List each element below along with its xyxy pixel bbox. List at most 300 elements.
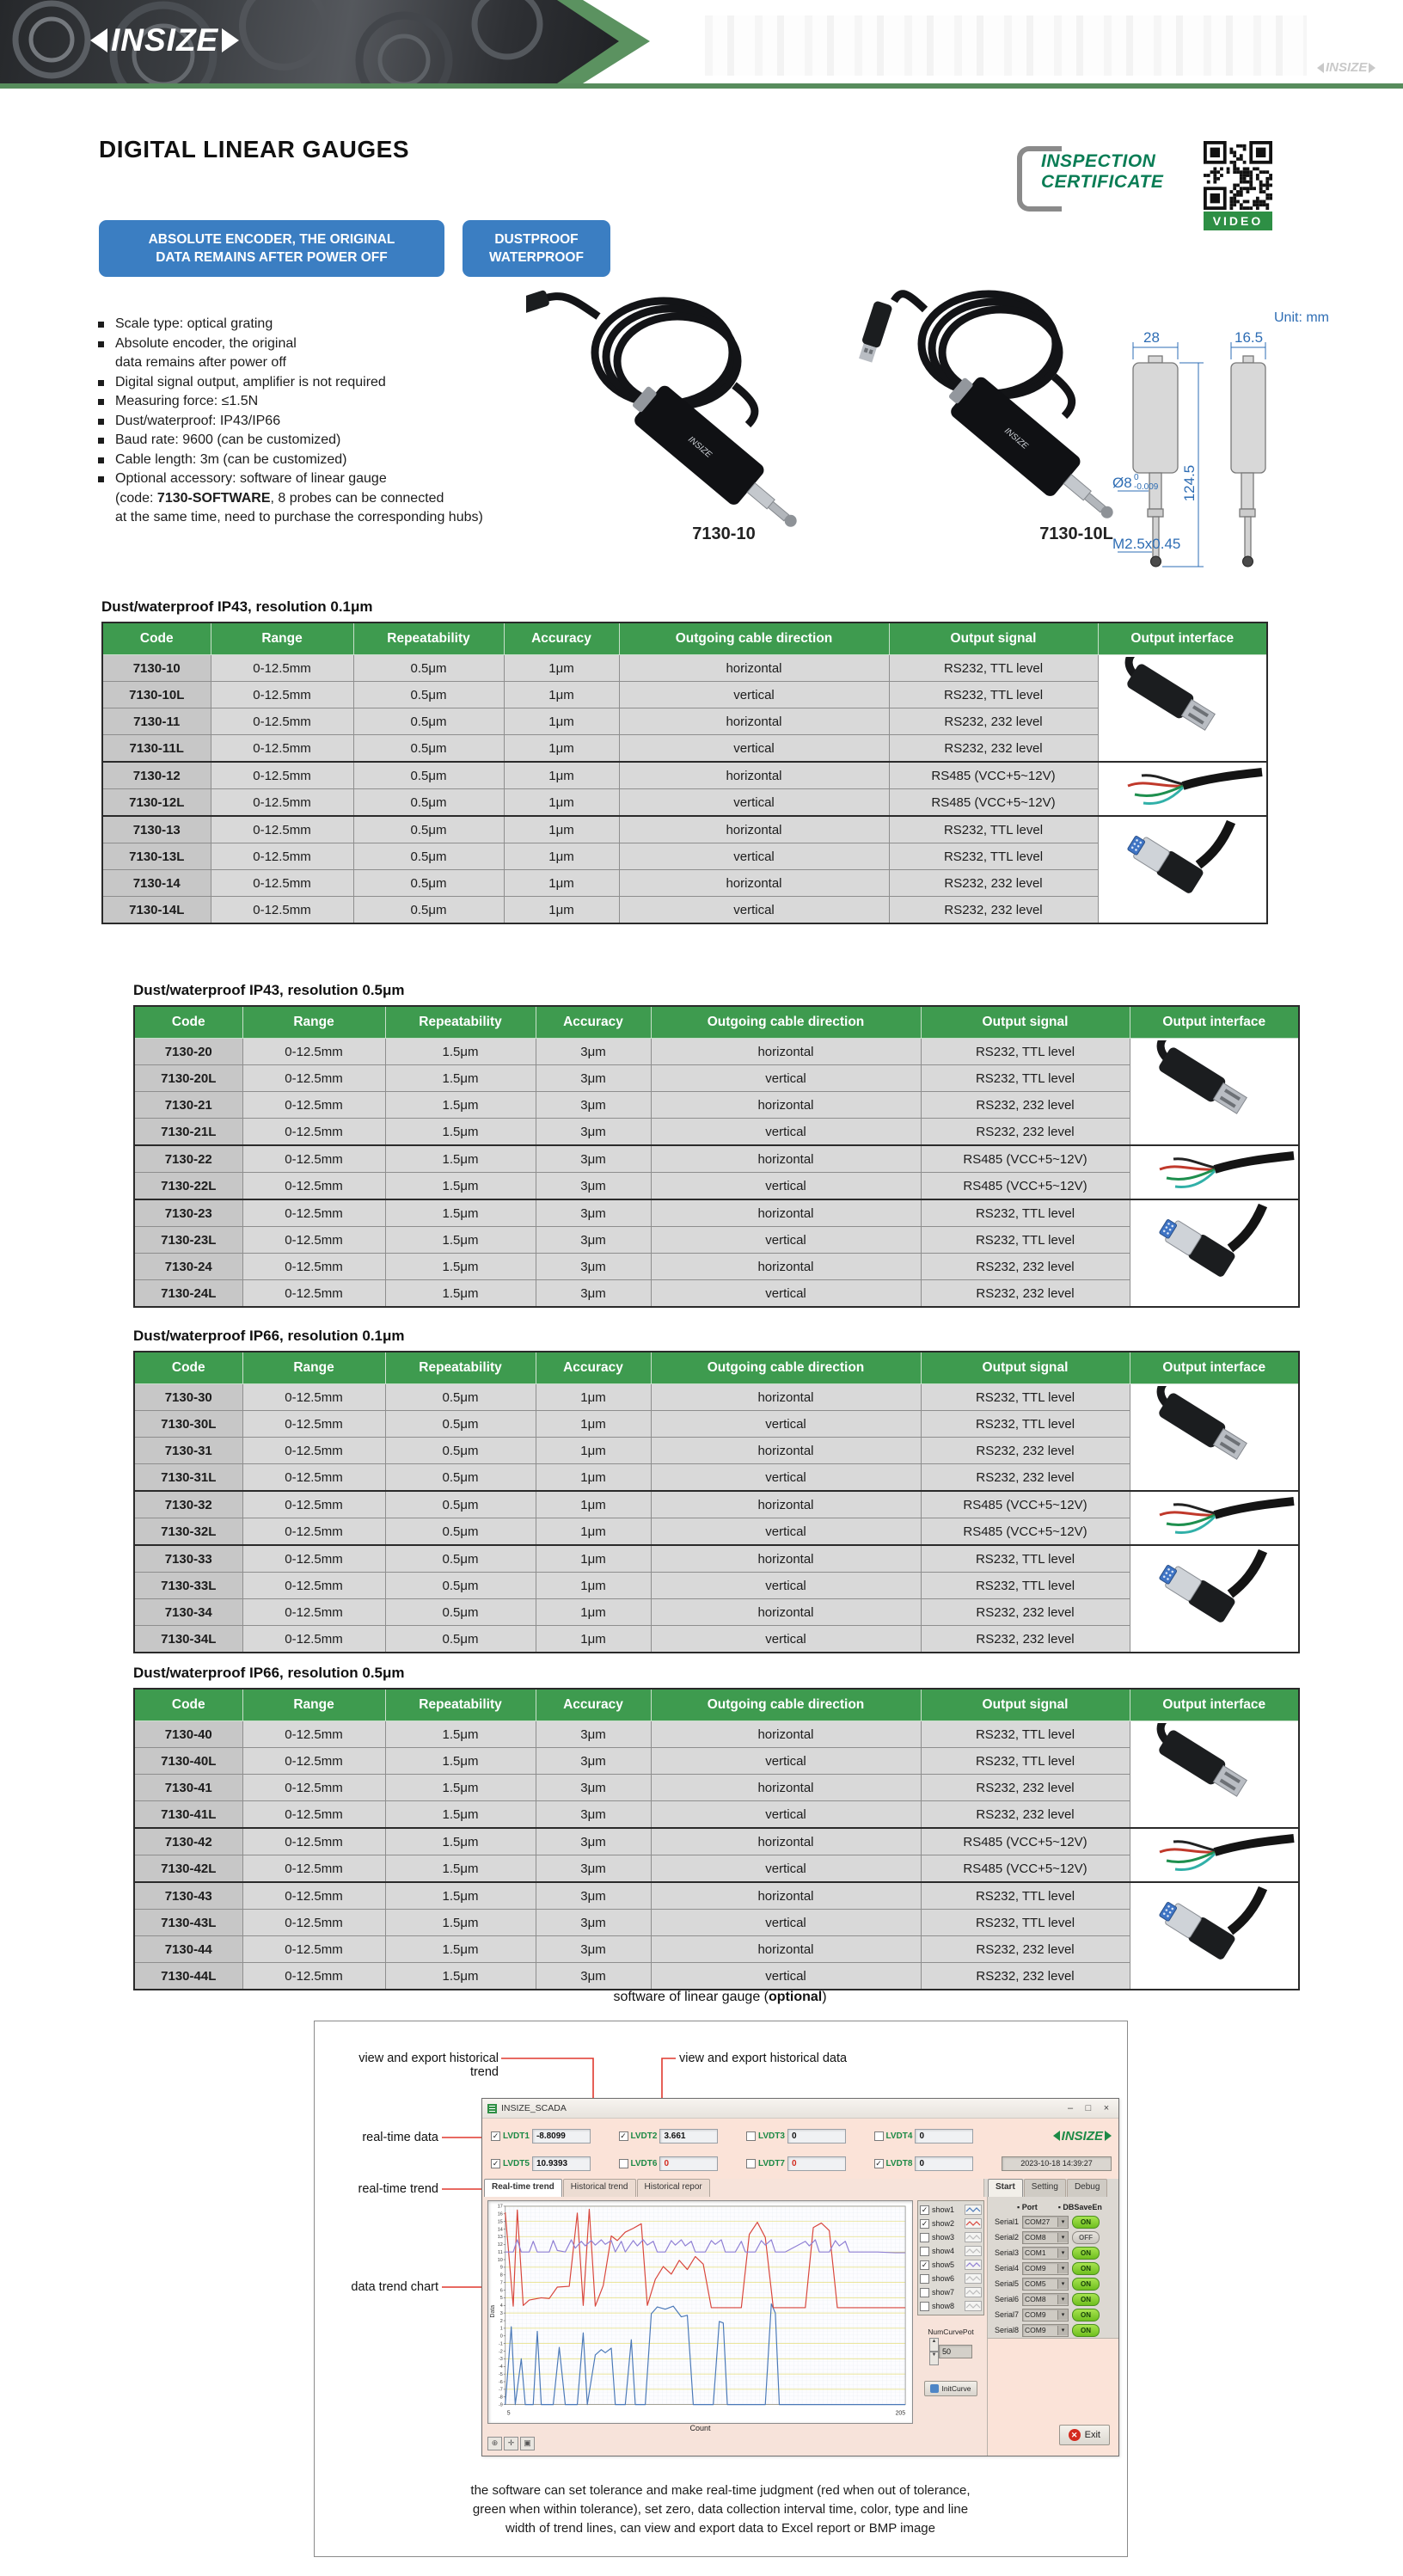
- table-row: [102, 897, 1267, 924]
- usb-connector-photo: [1100, 657, 1264, 757]
- legend-checkbox[interactable]: [920, 2247, 929, 2256]
- lvdt-readout: [874, 2129, 1002, 2144]
- column-header: Accuracy: [504, 623, 619, 655]
- column-header: Outgoing cable direction: [651, 1006, 921, 1039]
- badge2-line1: DUSTPROOF: [494, 232, 579, 247]
- table-cell: 0-12.5mm: [242, 1936, 385, 1963]
- svg-text:1: 1: [499, 2326, 503, 2332]
- table-row: [134, 1573, 1299, 1599]
- column-header: Repeatability: [385, 1006, 536, 1039]
- spec-table-section: [101, 598, 1268, 924]
- table-cell: vertical: [619, 843, 889, 870]
- table-cell: horizontal: [651, 1092, 921, 1119]
- lvdt-value: 0: [659, 2156, 718, 2171]
- table-row: [134, 1438, 1299, 1464]
- table-row: [134, 1092, 1299, 1119]
- logo-small-right-arrow-icon: [1369, 63, 1375, 73]
- initcurve-icon: [930, 2384, 939, 2393]
- com-port-dropdown[interactable]: COM8 ▾: [1022, 2231, 1069, 2244]
- svg-text:0: 0: [499, 2334, 503, 2340]
- legend-checkbox[interactable]: [920, 2233, 929, 2242]
- code-cell: 7130-24L: [134, 1280, 242, 1308]
- code-cell: 7130-13: [102, 816, 211, 843]
- table-cell: 0.5μm: [385, 1518, 536, 1546]
- column-header: Range: [242, 1689, 385, 1721]
- table-cell: 1.5μm: [385, 1254, 536, 1280]
- table-cell: 0.5μm: [385, 1626, 536, 1653]
- dbsave-toggle[interactable]: ON: [1072, 2262, 1100, 2275]
- lvdt-readout: [619, 2129, 747, 2144]
- db9-connector-photo: [1100, 819, 1264, 918]
- code-cell: 7130-32L: [134, 1518, 242, 1546]
- table-cell: 1.5μm: [385, 1910, 536, 1936]
- table-cell: 3μm: [536, 1748, 651, 1775]
- legend-checkbox[interactable]: [920, 2288, 929, 2297]
- table-row: [134, 1491, 1299, 1518]
- table-cell: 3μm: [536, 1963, 651, 1990]
- legend-wave-icon: [965, 2273, 982, 2284]
- bullet-icon: [98, 476, 104, 482]
- table-cell: 1μm: [536, 1599, 651, 1626]
- svg-text:17: 17: [497, 2204, 503, 2210]
- svg-text:-3: -3: [498, 2357, 503, 2363]
- table-cell: vertical: [651, 1573, 921, 1599]
- table-cell: vertical: [651, 1065, 921, 1092]
- com-port-dropdown[interactable]: COM27 ▾: [1022, 2216, 1069, 2229]
- lvdt-name: LVDT6: [630, 2158, 658, 2168]
- numcurve-value[interactable]: 50: [939, 2345, 972, 2358]
- table-cell: RS232, TTL level: [921, 1882, 1130, 1910]
- serial-label: Serial3: [994, 2248, 1019, 2257]
- bare-wires-photo: [1132, 1147, 1296, 1195]
- dbsave-header: ▪ DBSaveEn: [1057, 2203, 1102, 2211]
- table-cell: RS232, TTL level: [889, 816, 1098, 843]
- table-cell: RS232, 232 level: [921, 1254, 1130, 1280]
- lvdt-checkbox[interactable]: [746, 2159, 756, 2168]
- svg-text:-4: -4: [498, 2364, 503, 2371]
- code-cell: 7130-31L: [134, 1464, 242, 1492]
- table-cell: 1.5μm: [385, 1092, 536, 1119]
- save-tool-button[interactable]: ▣: [520, 2437, 535, 2450]
- table-cell: horizontal: [651, 1599, 921, 1626]
- column-header: Output signal: [889, 623, 1098, 655]
- table-cell: 1.5μm: [385, 1280, 536, 1308]
- table-cell: 3μm: [536, 1855, 651, 1883]
- svg-text:205: 205: [895, 2410, 906, 2417]
- numcurve-label: NumCurvePot: [928, 2328, 974, 2336]
- legend-checkbox[interactable]: [920, 2274, 929, 2284]
- table-cell: horizontal: [651, 1721, 921, 1748]
- table-cell: 0-12.5mm: [242, 1145, 385, 1173]
- feature-line: Absolute encoder, the original: [96, 334, 612, 354]
- exit-button[interactable]: [1059, 2425, 1110, 2445]
- table-cell: 3μm: [536, 1199, 651, 1227]
- table-cell: horizontal: [651, 1254, 921, 1280]
- table-row: [134, 1065, 1299, 1092]
- interface-cell: [1130, 1039, 1299, 1146]
- lvdt-checkbox[interactable]: [619, 2159, 628, 2168]
- spec-table: [133, 1351, 1300, 1653]
- column-header: Output signal: [921, 1689, 1130, 1721]
- lvdt-name: LVDT3: [758, 2131, 785, 2141]
- svg-text:-2: -2: [498, 2349, 503, 2355]
- annotation-realtime-data: real-time data: [362, 2131, 438, 2144]
- table-cell: horizontal: [651, 1199, 921, 1227]
- table-cell: 0-12.5mm: [242, 1882, 385, 1910]
- table-row: [134, 1721, 1299, 1748]
- settings-panel: [987, 2197, 1118, 2456]
- table-cell: 1.5μm: [385, 1748, 536, 1775]
- db9-connector-photo: [1132, 1202, 1296, 1302]
- lvdt-name: LVDT7: [758, 2158, 785, 2168]
- software-title-pre: software of linear gauge (: [613, 1990, 769, 2004]
- chart-tab-3[interactable]: Historical repor: [637, 2179, 710, 2197]
- legend-row: [920, 2258, 982, 2272]
- table-cell: 3μm: [536, 1910, 651, 1936]
- table-cell: 1.5μm: [385, 1855, 536, 1883]
- numcurve-control: [929, 2338, 972, 2365]
- table-cell: RS232, 232 level: [889, 897, 1098, 924]
- chevron-down-icon: ▾: [1057, 2310, 1068, 2320]
- table-row: [134, 1145, 1299, 1173]
- panel-tab-2[interactable]: Setting: [1024, 2179, 1066, 2197]
- interface-cell: [1130, 1384, 1299, 1492]
- bottom-right-panel: [988, 2338, 1118, 2456]
- feature-badge-absolute-encoder: [99, 220, 444, 277]
- lvdt-name: LVDT5: [503, 2158, 530, 2168]
- spec-table-section: [133, 1665, 1300, 1990]
- lvdt-checkbox[interactable]: ✓: [620, 2131, 627, 2140]
- legend-checkbox[interactable]: ✓: [921, 2218, 928, 2228]
- code-cell: 7130-23L: [134, 1227, 242, 1254]
- interface-cell: [1130, 1545, 1299, 1653]
- spec-table: [133, 1005, 1300, 1308]
- table-cell: 1.5μm: [385, 1721, 536, 1748]
- feature-line: Scale type: optical grating: [96, 315, 612, 334]
- table-cell: RS232, 232 level: [921, 1464, 1130, 1492]
- table-cell: 0.5μm: [353, 682, 504, 708]
- close-button[interactable]: ×: [1103, 2103, 1110, 2113]
- insize-logo-small: [1317, 60, 1375, 75]
- table-row: [134, 1199, 1299, 1227]
- table-cell: 1.5μm: [385, 1173, 536, 1200]
- lvdt-value: -8.8099: [532, 2129, 591, 2144]
- chevron-down-icon: ▾: [1057, 2295, 1068, 2304]
- table-cell: 3μm: [536, 1801, 651, 1829]
- code-cell: 7130-43: [134, 1882, 242, 1910]
- table-cell: 0.5μm: [385, 1464, 536, 1492]
- table-cell: 0.5μm: [353, 735, 504, 763]
- exit-icon: ✕: [1069, 2429, 1081, 2441]
- serial-label: Serial8: [994, 2326, 1019, 2334]
- svg-text:9: 9: [499, 2265, 503, 2271]
- svg-text:12: 12: [497, 2242, 503, 2248]
- chevron-down-icon: ▾: [1057, 2326, 1068, 2335]
- table-cell: 0-12.5mm: [242, 1626, 385, 1653]
- lvdt-checkbox[interactable]: ✓: [492, 2158, 499, 2168]
- table-cell: RS232, 232 level: [889, 708, 1098, 735]
- bullet-icon: [98, 341, 104, 347]
- lvdt-readout: [746, 2156, 874, 2171]
- legend-label: show7: [932, 2288, 955, 2297]
- panel-tab-1[interactable]: Start: [988, 2179, 1023, 2197]
- code-cell: 7130-33: [134, 1545, 242, 1573]
- trend-chart-svg: [488, 2201, 912, 2423]
- table-cell: 0-12.5mm: [211, 897, 353, 924]
- chart-tab-1[interactable]: Real-time trend: [484, 2179, 562, 2197]
- legend-checkbox[interactable]: ✓: [921, 2260, 928, 2269]
- lvdt-name: LVDT2: [630, 2131, 658, 2141]
- top-banner: [0, 0, 1403, 83]
- table-cell: 1.5μm: [385, 1801, 536, 1829]
- bullet-icon: [98, 438, 104, 444]
- table-cell: RS232, TTL level: [921, 1748, 1130, 1775]
- column-header: Range: [211, 623, 353, 655]
- legend-wave-icon: [965, 2205, 982, 2215]
- lvdt-checkbox[interactable]: ✓: [875, 2158, 882, 2168]
- table-cell: RS485 (VCC+5~12V): [921, 1491, 1130, 1518]
- bullet-icon: [98, 322, 104, 328]
- code-cell: 7130-43L: [134, 1910, 242, 1936]
- table-cell: RS232, TTL level: [921, 1721, 1130, 1748]
- legend-row: [920, 2244, 982, 2258]
- certificate-line1: INSPECTION: [1041, 151, 1156, 171]
- table-cell: 0.5μm: [353, 870, 504, 897]
- table-cell: 1.5μm: [385, 1963, 536, 1990]
- table-cell: horizontal: [651, 1039, 921, 1065]
- product-photo-7130-10L: [825, 267, 1122, 533]
- interface-cell: [1130, 1199, 1299, 1307]
- table-cell: 3μm: [536, 1936, 651, 1963]
- footer-line: green when within tolerance), set zero, data collection interval time, color, type and line: [472, 2502, 969, 2517]
- dbsave-toggle[interactable]: ON: [1072, 2309, 1100, 2321]
- badge1-line2: DATA REMAINS AFTER POWER OFF: [156, 250, 388, 265]
- code-cell: 7130-11: [102, 708, 211, 735]
- table-cell: 1μm: [536, 1545, 651, 1573]
- maximize-button[interactable]: □: [1085, 2103, 1092, 2113]
- table-cell: 1.5μm: [385, 1828, 536, 1855]
- table-row: [134, 1464, 1299, 1492]
- com-port-dropdown[interactable]: COM9 ▾: [1022, 2309, 1069, 2321]
- legend-wave-icon: [965, 2260, 982, 2270]
- table-cell: horizontal: [651, 1882, 921, 1910]
- svg-text:3: 3: [499, 2310, 503, 2316]
- svg-text:-1: -1: [498, 2341, 503, 2347]
- code-cell: 7130-20: [134, 1039, 242, 1065]
- table-row: [134, 1280, 1299, 1308]
- code-cell: 7130-41: [134, 1775, 242, 1801]
- svg-text:11: 11: [498, 2249, 503, 2255]
- legend-checkbox[interactable]: [920, 2302, 929, 2311]
- annotation-historical-data: view and export historical data: [679, 2052, 848, 2065]
- interface-cell: [1130, 1491, 1299, 1545]
- svg-text:INSIZE: INSIZE: [686, 434, 714, 460]
- code-cell: 7130-12: [102, 762, 211, 789]
- table-cell: 0.5μm: [353, 655, 504, 682]
- software-footer-text: [413, 2481, 1028, 2538]
- table-cell: 0-12.5mm: [242, 1573, 385, 1599]
- table-cell: RS232, 232 level: [921, 1963, 1130, 1990]
- dbsave-toggle[interactable]: ON: [1072, 2293, 1100, 2306]
- logo-small-left-arrow-icon: [1317, 63, 1324, 73]
- table-row: [134, 1910, 1299, 1936]
- table-cell: RS232, TTL level: [921, 1910, 1130, 1936]
- table-cell: vertical: [619, 789, 889, 817]
- pan-tool-button[interactable]: ✛: [504, 2437, 518, 2450]
- table-cell: horizontal: [651, 1775, 921, 1801]
- code-cell: 7130-41L: [134, 1801, 242, 1829]
- com-port-dropdown[interactable]: COM8 ▾: [1022, 2293, 1069, 2306]
- chart-column: [482, 2197, 915, 2456]
- svg-text:-9: -9: [498, 2402, 503, 2408]
- code-cell: 7130-30L: [134, 1411, 242, 1438]
- table-cell: 0-12.5mm: [242, 1384, 385, 1411]
- lvdt-checkbox[interactable]: [874, 2131, 884, 2141]
- svg-text:Data: Data: [489, 2304, 496, 2318]
- table-row: [102, 843, 1267, 870]
- table-cell: 0.5μm: [385, 1411, 536, 1438]
- lvdt-value: 0: [787, 2156, 846, 2171]
- code-cell: 7130-22L: [134, 1173, 242, 1200]
- code-cell: 7130-23: [134, 1199, 242, 1227]
- table-cell: 0-12.5mm: [242, 1119, 385, 1146]
- table-cell: 0.5μm: [353, 897, 504, 924]
- table-cell: 0-12.5mm: [242, 1280, 385, 1308]
- table-cell: 1.5μm: [385, 1145, 536, 1173]
- table-cell: RS232, 232 level: [921, 1801, 1130, 1829]
- table-cell: 1μm: [536, 1438, 651, 1464]
- feature-line: Dust/waterproof: IP43/IP66: [96, 412, 612, 432]
- table-cell: vertical: [651, 1227, 921, 1254]
- table-cell: vertical: [651, 1464, 921, 1492]
- dbsave-toggle[interactable]: ON: [1072, 2216, 1100, 2229]
- table-cell: 0-12.5mm: [242, 1411, 385, 1438]
- table-cell: 0.5μm: [353, 843, 504, 870]
- numcurve-spinner[interactable]: ▲ ▼: [929, 2338, 939, 2365]
- spec-table-title: Dust/waterproof IP66, resolution 0.5μm: [133, 1665, 405, 1681]
- legend-checkbox[interactable]: ✓: [921, 2205, 928, 2214]
- table-cell: 0-12.5mm: [242, 1092, 385, 1119]
- table-cell: 0-12.5mm: [211, 682, 353, 708]
- column-header: Output signal: [921, 1006, 1130, 1039]
- table-cell: 0-12.5mm: [242, 1199, 385, 1227]
- minimize-button[interactable]: –: [1067, 2103, 1074, 2113]
- table-row: [134, 1384, 1299, 1411]
- usb-connector-photo: [1132, 1040, 1296, 1140]
- svg-text:14: 14: [497, 2227, 503, 2233]
- table-cell: 3μm: [536, 1039, 651, 1065]
- table-cell: RS232, TTL level: [921, 1545, 1130, 1573]
- table-cell: RS232, 232 level: [921, 1775, 1130, 1801]
- software-brand-logo: INSIZE: [1002, 2129, 1112, 2144]
- lvdt-checkbox[interactable]: [746, 2131, 756, 2141]
- table-cell: 0-12.5mm: [211, 870, 353, 897]
- table-cell: horizontal: [619, 708, 889, 735]
- logo-right-arrow-icon: [222, 28, 239, 52]
- dbsave-toggle[interactable]: OFF: [1072, 2231, 1100, 2244]
- table-cell: 0.5μm: [385, 1438, 536, 1464]
- lvdt-checkbox[interactable]: ✓: [492, 2131, 499, 2140]
- table-cell: 0-12.5mm: [242, 1545, 385, 1573]
- annotation-realtime-trend: real-time trend: [358, 2182, 438, 2196]
- certificate-line2: CERTIFICATE: [1041, 172, 1164, 192]
- bare-wires-photo: [1132, 1830, 1296, 1878]
- software-titlebar: [482, 2099, 1118, 2119]
- table-row: [134, 1411, 1299, 1438]
- bullet-icon: [98, 419, 104, 425]
- legend-row: [920, 2272, 982, 2285]
- chevron-down-icon: ▾: [1057, 2217, 1068, 2227]
- lvdt-readout: [874, 2156, 1002, 2171]
- software-section-title: [314, 1990, 1126, 2005]
- table-cell: RS232, TTL level: [889, 655, 1098, 682]
- dbsave-toggle[interactable]: ON: [1072, 2324, 1100, 2337]
- serial-port-list: [988, 2214, 1118, 2338]
- table-row: [134, 1963, 1299, 1990]
- table-cell: vertical: [651, 1119, 921, 1146]
- zoom-tool-button[interactable]: ⊕: [487, 2437, 502, 2450]
- chart-tab-2[interactable]: Historical trend: [563, 2179, 636, 2197]
- column-header: Outgoing cable direction: [619, 623, 889, 655]
- table-cell: horizontal: [619, 816, 889, 843]
- serial-label: Serial4: [994, 2264, 1019, 2272]
- lvdt-name: LVDT1: [503, 2131, 530, 2141]
- db9-connector-photo: [1132, 1548, 1296, 1647]
- lvdt-readout: [746, 2129, 874, 2144]
- table-cell: 0-12.5mm: [211, 655, 353, 682]
- spec-table-title: Dust/waterproof IP43, resolution 0.5μm: [133, 982, 405, 998]
- initcurve-button[interactable]: [924, 2381, 977, 2396]
- chart-toolbar: [487, 2435, 913, 2456]
- spec-table-title: Dust/waterproof IP43, resolution 0.1μm: [101, 598, 373, 615]
- table-cell: RS485 (VCC+5~12V): [921, 1828, 1130, 1855]
- column-header: Code: [102, 623, 211, 655]
- svg-text:5: 5: [499, 2296, 503, 2302]
- dbsave-toggle[interactable]: ON: [1072, 2247, 1100, 2260]
- com-port-dropdown[interactable]: COM5 ▾: [1022, 2278, 1069, 2291]
- legend-label: show8: [932, 2302, 955, 2310]
- column-header: Output signal: [921, 1352, 1130, 1384]
- panel-tab-3[interactable]: Debug: [1067, 2179, 1107, 2197]
- table-row: [134, 1545, 1299, 1573]
- code-cell: 7130-42: [134, 1828, 242, 1855]
- com-port-dropdown[interactable]: COM9 ▾: [1022, 2262, 1069, 2275]
- table-cell: 0-12.5mm: [242, 1748, 385, 1775]
- table-cell: 1μm: [536, 1411, 651, 1438]
- software-title-post: ): [822, 1990, 827, 2004]
- svg-text:-6: -6: [498, 2379, 503, 2385]
- table-row: [134, 1599, 1299, 1626]
- serial-label: Serial5: [994, 2279, 1019, 2288]
- lvdt-value: 0: [915, 2156, 973, 2171]
- port-header: ▪ Port: [1017, 2203, 1038, 2211]
- table-row: [134, 1173, 1299, 1200]
- table-cell: 0-12.5mm: [242, 1599, 385, 1626]
- badge2-line2: WATERPROOF: [489, 250, 584, 265]
- com-port-dropdown[interactable]: COM9 ▾: [1022, 2324, 1069, 2337]
- code-cell: 7130-24: [134, 1254, 242, 1280]
- interface-cell: [1130, 1828, 1299, 1882]
- table-cell: 1.5μm: [385, 1119, 536, 1146]
- table-cell: RS232, 232 level: [921, 1119, 1130, 1146]
- spec-table-title: Dust/waterproof IP66, resolution 0.1μm: [133, 1328, 405, 1344]
- table-row: [102, 655, 1267, 682]
- dbsave-toggle[interactable]: ON: [1072, 2278, 1100, 2291]
- table-row: [134, 1254, 1299, 1280]
- com-port-dropdown[interactable]: COM1 ▾: [1022, 2247, 1069, 2260]
- trend-chart: [487, 2200, 913, 2424]
- table-cell: RS232, TTL level: [889, 843, 1098, 870]
